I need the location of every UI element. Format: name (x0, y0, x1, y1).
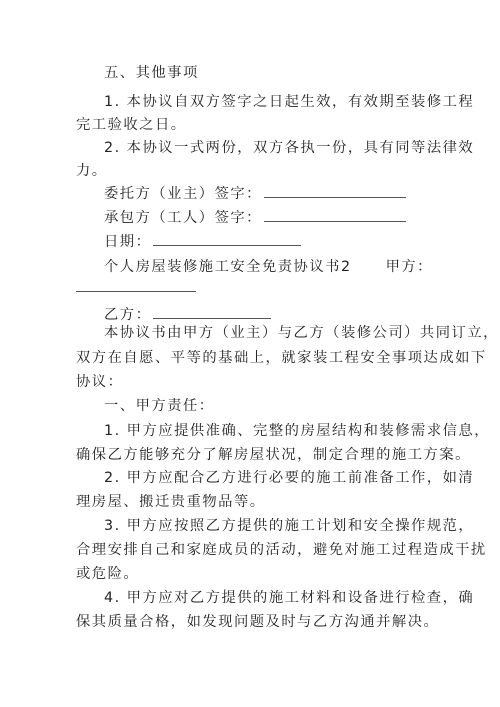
date-label: 日期： (104, 234, 152, 250)
intro-line3: 协议： (76, 374, 124, 390)
item1-line2: 完工验收之日。 (76, 117, 187, 133)
agreement2-title-line (104, 256, 433, 278)
a3-line2: 合理安排自己和家庭成员的活动，避免对施工过程造成干扰 (76, 542, 487, 558)
item2-line2: 力。 (76, 163, 108, 179)
contractor-signature-label: 承包方（工人）签字： (104, 210, 262, 226)
intro-line1: 本协议书由甲方（业主）与乙方（装修公司）共同订立， (104, 325, 499, 341)
a3-line1: 3. 甲方应按照乙方提供的施工计划和安全操作规范， (104, 518, 475, 534)
item2-line1: 2. 本协议一式两份，双方各执一份，具有同等法律效 (104, 140, 475, 156)
date-line (104, 231, 301, 253)
contractor-signature-blank (264, 207, 406, 222)
a1-line1: 1. 甲方应提供准确、完整的房屋结构和装修需求信息， (104, 423, 491, 439)
a4-line1: 4. 甲方应对乙方提供的施工材料和设备进行检查，确 (104, 590, 475, 606)
a2-line1: 2. 甲方应配合乙方进行必要的施工前准备工作，如清 (104, 470, 475, 486)
agreement2-title: 个人房屋装修施工安全免责协议书2 (104, 259, 352, 275)
a2-line2: 理房屋、搬迁贵重物品等。 (76, 494, 266, 510)
section-heading-other-matters: 五、其他事项 (104, 65, 199, 81)
party-a-label: 甲方： (385, 259, 433, 275)
party-b-blank (153, 304, 271, 319)
client-signature-label: 委托方（业主）签字： (104, 186, 262, 202)
intro-line2: 双方在自愿、平等的基础上，就家装工程安全事项达成如下 (76, 350, 487, 366)
contractor-signature-line (104, 207, 406, 229)
party-a-blank (76, 291, 196, 292)
party-b-label: 乙方： (104, 307, 152, 323)
client-signature-line (104, 183, 406, 205)
a1-line2: 确保乙方能够充分了解房屋状况，制定合理的施工方案。 (76, 447, 471, 463)
date-blank (153, 231, 301, 246)
a4-line2: 保其质量合格，如发现问题及时与乙方沟通并解决。 (76, 614, 440, 630)
item1-line1: 1. 本协议自双方签字之日起生效，有效期至装修工程 (104, 94, 475, 110)
a3-line3: 或危险。 (76, 566, 140, 582)
client-signature-blank (264, 183, 406, 198)
section-heading-party-a: 一、甲方责任： (104, 398, 215, 414)
